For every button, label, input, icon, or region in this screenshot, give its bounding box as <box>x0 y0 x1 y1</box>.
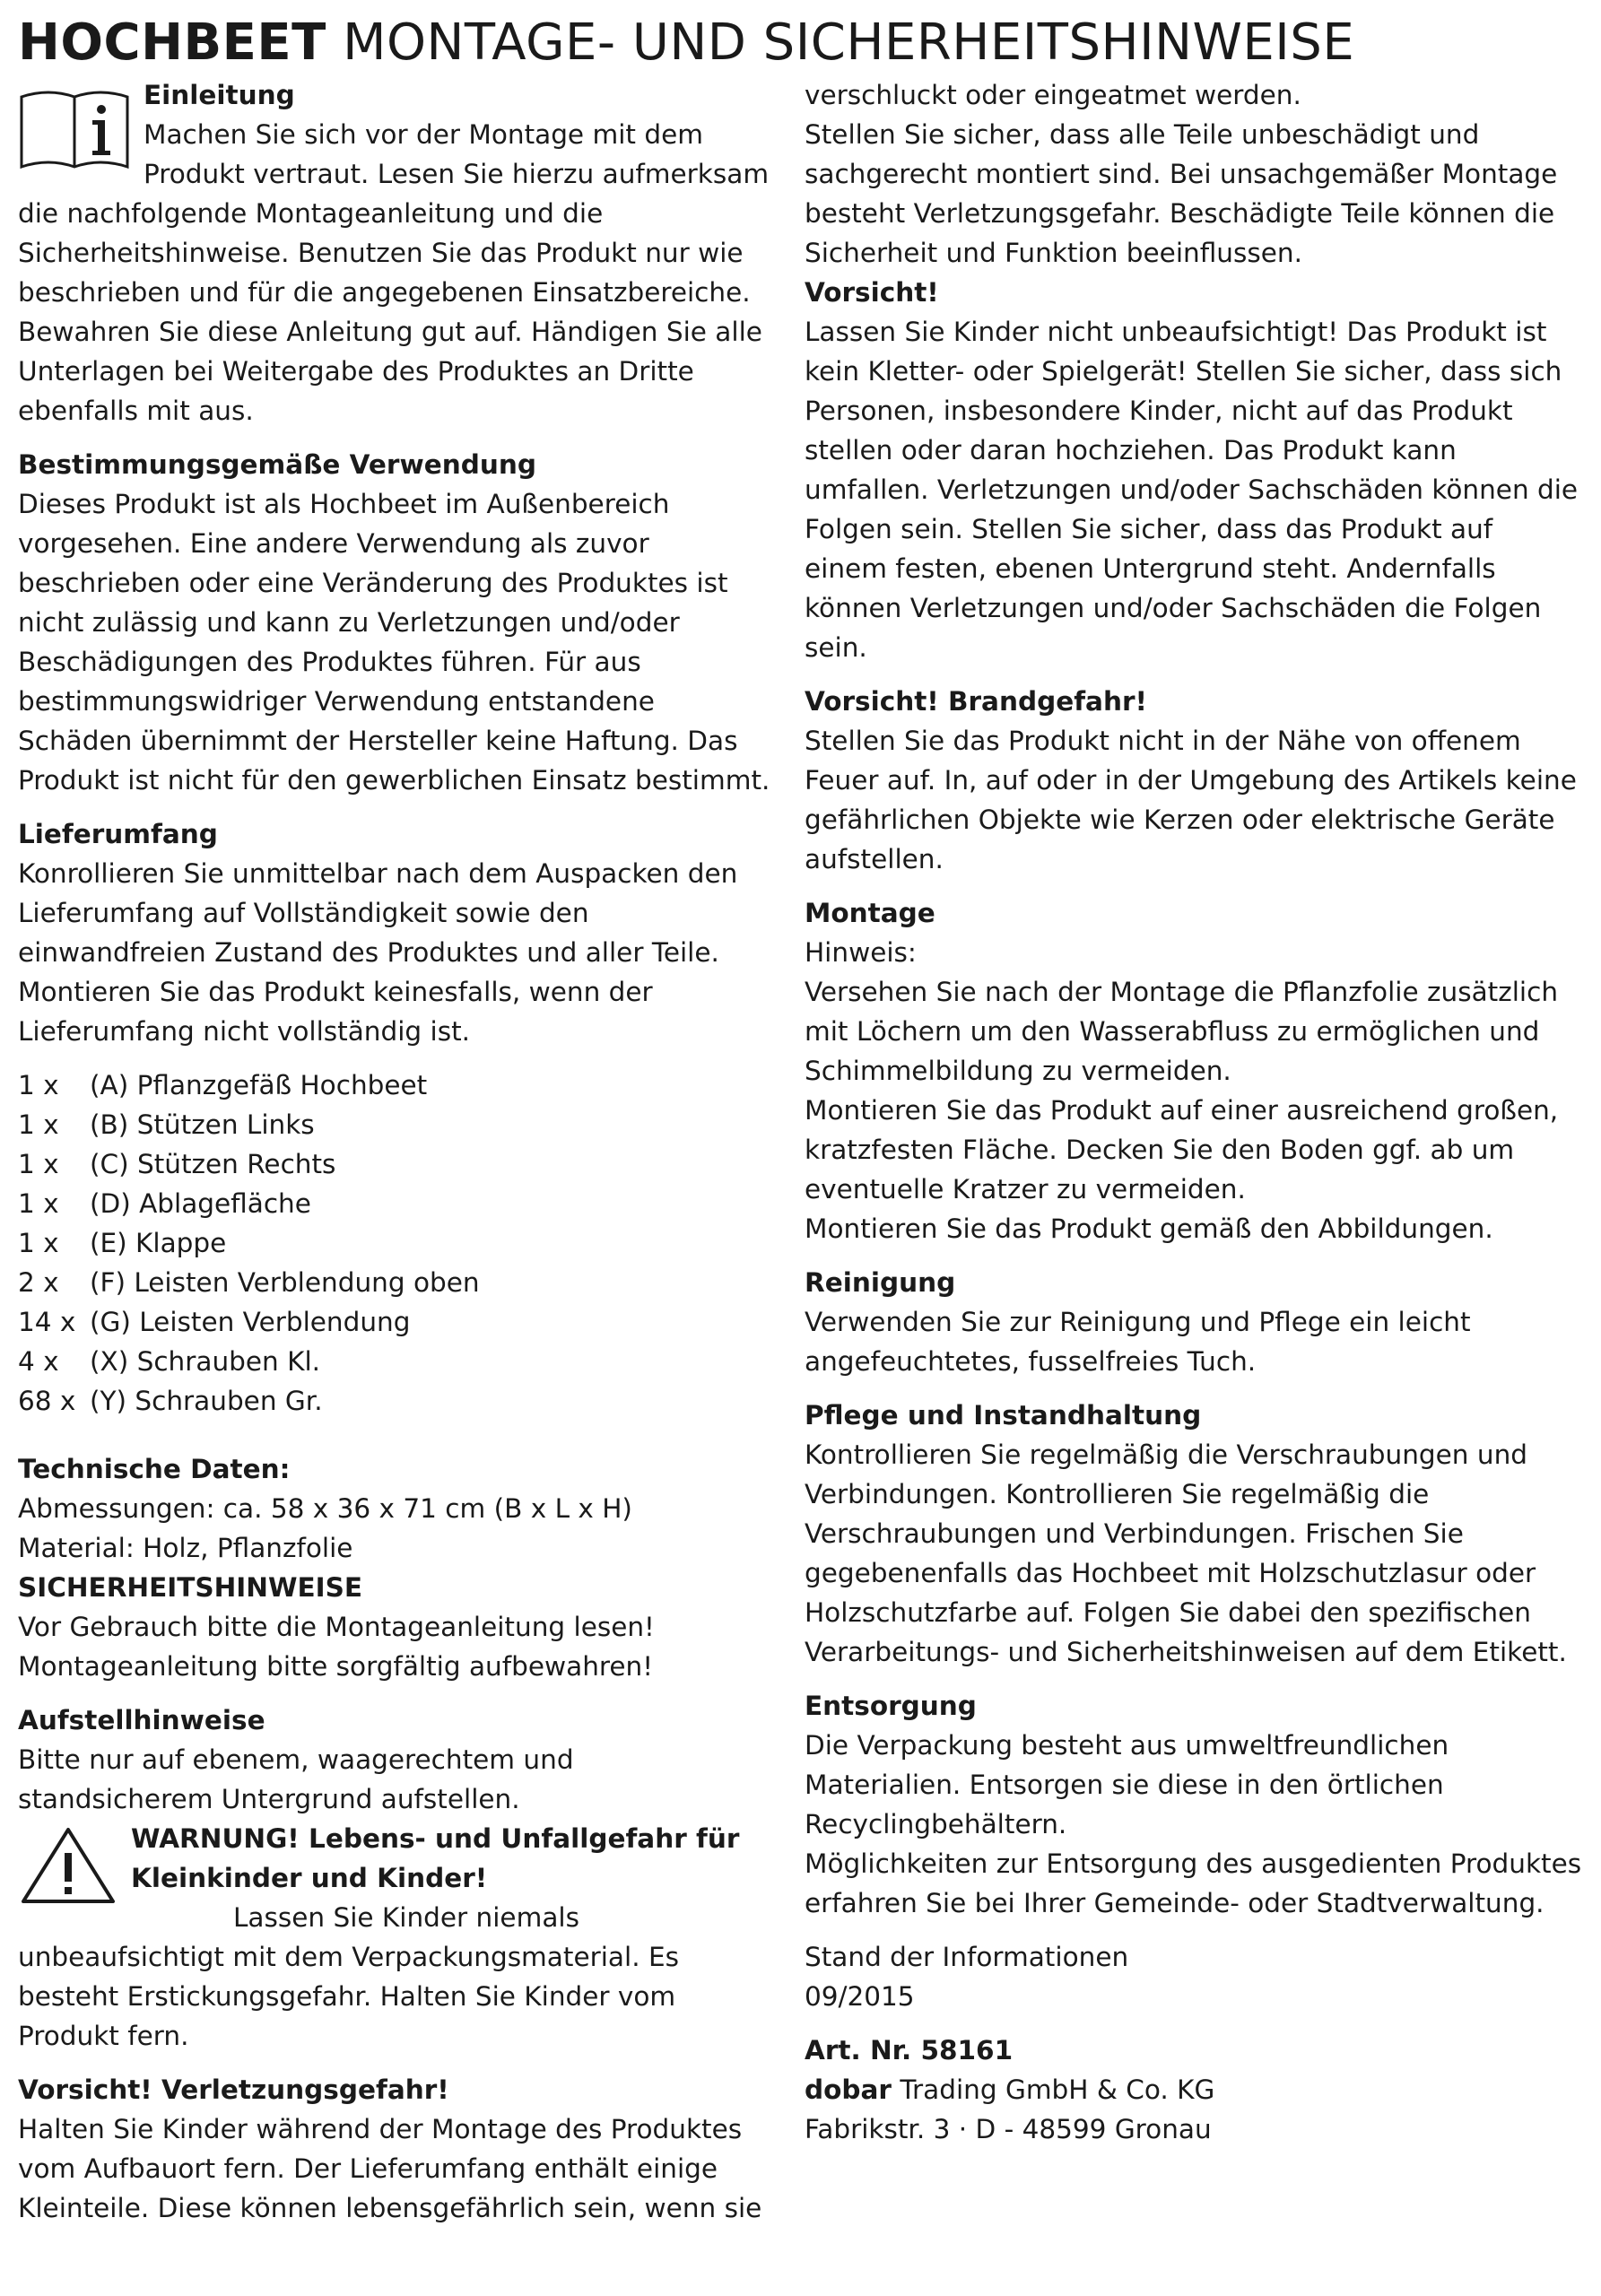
text-verletzung-cont: verschluckt oder eingeatmet werden. <box>805 80 1301 110</box>
text-bestimmung: Dieses Produkt ist als Hochbeet im Außenbereich vorgesehen. Eine andere Verwendung als zuvor beschrieben oder eine Veränderung des Produktes ist nicht zulässig und kann zu Verletzungen und/oder Beschädigungen des Produktes führen. Für aus bestimmungswidriger Verwendung entstandene Schäden übernimmt der Hersteller keine Haftung. Das Produkt ist nicht für den gewerblichen Einsatz bestimmt. <box>18 489 770 796</box>
heading-montage: Montage <box>805 898 935 928</box>
title-rest: MONTAGE- UND SICHERHEITSHINWEISE <box>326 13 1355 72</box>
part-qty: 1 x <box>18 1149 59 1179</box>
text-vorsicht: Lassen Sie Kinder nicht unbeaufsichtigt! Das Produkt ist kein Kletter- oder Spielgerät! Stellen Sie sicher, dass sich Personen, insbesondere Kinder, nicht auf das Produkt stellen oder daran hochziehen. Das Produkt kann umfallen. Verletzungen und/oder Sachschäden können die Folgen sein. Stellen Sie sicher, dass das Produkt auf einem festen, ebenen Untergrund steht. Andernfalls können Verletzungen und/oder Sachschäden die Folgen sein. <box>805 317 1579 663</box>
left-column <box>18 75 773 2228</box>
text-dimensions: Abmessungen: ca. 58 x 36 x 71 cm (B x L x H) <box>18 1493 632 1524</box>
part-qty: 1 x <box>18 1109 59 1140</box>
text-material: Material: Holz, Pflanzfolie <box>18 1533 353 1563</box>
heading-vorsicht: Vorsicht! <box>805 277 939 308</box>
heading-sicherheit: SICHERHEITSHINWEISE <box>18 1572 363 1603</box>
part-item: (Y) Schrauben Gr. <box>90 1386 323 1416</box>
part-item: (A) Pflanzgefäß Hochbeet <box>90 1070 428 1100</box>
text-entsorgung-1: Die Verpackung besteht aus umweltfreundlichen Materialien. Entsorgen sie diese in den örtlichen Recyclingbehältern. <box>805 1730 1449 1839</box>
info-book-icon <box>18 84 131 174</box>
heading-verletzung: Vorsicht! Verletzungsgefahr! <box>18 2074 449 2105</box>
part-qty: 1 x <box>18 1070 59 1100</box>
section-einleitung <box>18 75 773 430</box>
company-name <box>805 2070 1583 2109</box>
text-verletzung: Halten Sie Kinder während der Montage des Produktes vom Aufbauort fern. Der Lieferumfang enthält einige Kleinteile. Diese können lebensgefährlich sein, wenn sie <box>18 2114 762 2223</box>
part-item: (G) Leisten Verblendung <box>90 1307 411 1337</box>
part-qty: 1 x <box>18 1228 59 1258</box>
part-qty: 14 x <box>18 1307 76 1337</box>
text-montage-3: Montieren Sie das Produkt gemäß den Abbildungen. <box>805 1213 1493 1244</box>
text-sicherheit-2: Montageanleitung bitte sorgfältig aufbewahren! <box>18 1651 654 1682</box>
list-item <box>18 1302 773 1342</box>
list-item <box>18 1105 773 1144</box>
text-stand-label: Stand der Informationen <box>805 1942 1129 1972</box>
text-brand: Stellen Sie das Produkt nicht in der Nähe von offenem Feuer auf. In, auf oder in der Umgebung des Artikels keine gefährlichen Objekte wie Kerzen oder elektrische Geräte aufstellen. <box>805 726 1577 874</box>
section-warnung <box>18 1819 773 2056</box>
article-number: Art. Nr. 58161 <box>805 2035 1014 2066</box>
heading-reinigung: Reinigung <box>805 1267 956 1298</box>
heading-lieferumfang: Lieferumfang <box>18 819 218 849</box>
heading-bestimmung: Bestimmungsgemäße Verwendung <box>18 449 536 480</box>
part-qty: 68 x <box>18 1386 76 1416</box>
list-item <box>18 1223 773 1263</box>
heading-warnung: WARNUNG! Lebens- und Unfallgefahr für Kleinkinder und Kinder! <box>131 1823 740 1893</box>
text-montage-hinweis: Hinweis: <box>805 937 917 968</box>
heading-einleitung: Einleitung <box>144 80 295 110</box>
text-pflege: Kontrollieren Sie regelmäßig die Verschraubungen und Verbindungen. Kontrollieren Sie regelmäßig die Verschraubungen und Verbindungen. Frischen Sie gegebenenfalls das Hochbeet mit Holzschutzlasur oder Holzschutzfarbe auf. Folgen Sie dabei den spezifischen Verarbeitungs- und Sicherheitshinweisen auf dem Etikett. <box>805 1439 1567 1667</box>
heading-entsorgung: Entsorgung <box>805 1691 977 1721</box>
text-sicherheit-1: Vor Gebrauch bitte die Montageanleitung lesen! <box>18 1612 655 1642</box>
text-lieferumfang: Konrollieren Sie unmittelbar nach dem Auspacken den Lieferumfang auf Vollständigkeit sowie den einwandfreien Zustand des Produktes und aller Teile. Montieren Sie das Produkt keinesfalls, wenn der Lieferumfang nicht vollständig ist. <box>18 858 738 1047</box>
list-item <box>18 1065 773 1105</box>
heading-brand: Vorsicht! Brandgefahr! <box>805 686 1147 717</box>
company-brand: dobar <box>805 2074 892 2105</box>
part-qty: 1 x <box>18 1188 59 1219</box>
part-item: (B) Stützen Links <box>90 1109 315 1140</box>
list-item <box>18 1342 773 1381</box>
part-item: (D) Ablagefläche <box>90 1188 311 1219</box>
text-aufstellhinweise: Bitte nur auf ebenem, waagerechtem und standsicherem Untergrund aufstellen. <box>18 1744 574 1814</box>
text-warnung: Lassen Sie Kinder niemals unbeaufsichtigt mit dem Verpackungsmaterial. Es besteht Erstickungsgefahr. Halten Sie Kinder vom Produkt fern. <box>18 1902 679 2051</box>
part-qty: 2 x <box>18 1267 59 1298</box>
list-item <box>18 1144 773 1184</box>
list-item <box>18 1381 773 1421</box>
text-stand-date: 09/2015 <box>805 1981 915 2012</box>
text-entsorgung-2: Möglichkeiten zur Entsorgung des ausgedienten Produktes erfahren Sie bei Ihrer Gemeinde- oder Stadtverwaltung. <box>805 1848 1582 1918</box>
company-rest: Trading GmbH & Co. KG <box>891 2074 1215 2105</box>
heading-aufstellhinweise: Aufstellhinweise <box>18 1705 265 1735</box>
text-montage-2: Montieren Sie das Produkt auf einer ausreichend großen, kratzfesten Fläche. Decken Sie den Boden ggf. ab um eventuelle Kratzer zu vermeiden. <box>805 1095 1559 1205</box>
list-item <box>18 1263 773 1302</box>
part-qty: 4 x <box>18 1346 59 1377</box>
right-column <box>805 75 1583 2149</box>
page-title <box>18 11 1354 75</box>
warning-triangle-icon <box>18 1824 118 1907</box>
title-bold: HOCHBEET <box>18 13 326 72</box>
part-item: (C) Stützen Rechts <box>90 1149 336 1179</box>
list-item <box>18 1184 773 1223</box>
part-item: (E) Klappe <box>90 1228 227 1258</box>
part-item: (F) Leisten Verblendung oben <box>90 1267 480 1298</box>
text-einleitung: Machen Sie sich vor der Montage mit dem Produkt vertraut. Lesen Sie hierzu aufmerksam die nachfolgende Montageanleitung und die Sicherheitshinweise. Benutzen Sie das Produkt nur wie beschrieben und für die angegebenen Einsatzbereiche. Bewahren Sie diese Anleitung gut auf. Händigen Sie alle Unterlagen bei Weitergabe des Produktes an Dritte ebenfalls mit aus. <box>18 119 770 426</box>
text-reinigung: Verwenden Sie zur Reinigung und Pflege ein leicht angefeuchtetes, fusselfreies Tuch. <box>805 1307 1471 1377</box>
company-address: Fabrikstr. 3 · D - 48599 Gronau <box>805 2114 1212 2144</box>
text-verletzung-p2: Stellen Sie sicher, dass alle Teile unbeschädigt und sachgerecht montiert sind. Bei unsachgemäßer Montage besteht Verletzungsgefahr. Beschädigte Teile können die Sicherheit und Funktion beeinflussen. <box>805 119 1558 268</box>
part-item: (X) Schrauben Kl. <box>90 1346 321 1377</box>
heading-pflege: Pflege und Instandhaltung <box>805 1400 1202 1431</box>
heading-technik: Technische Daten: <box>18 1454 291 1484</box>
text-montage-1: Versehen Sie nach der Montage die Pflanzfolie zusätzlich mit Löchern um den Wasserabfluss zu ermöglichen und Schimmelbildung zu vermeiden. <box>805 977 1559 1086</box>
parts-list <box>18 1065 773 1421</box>
